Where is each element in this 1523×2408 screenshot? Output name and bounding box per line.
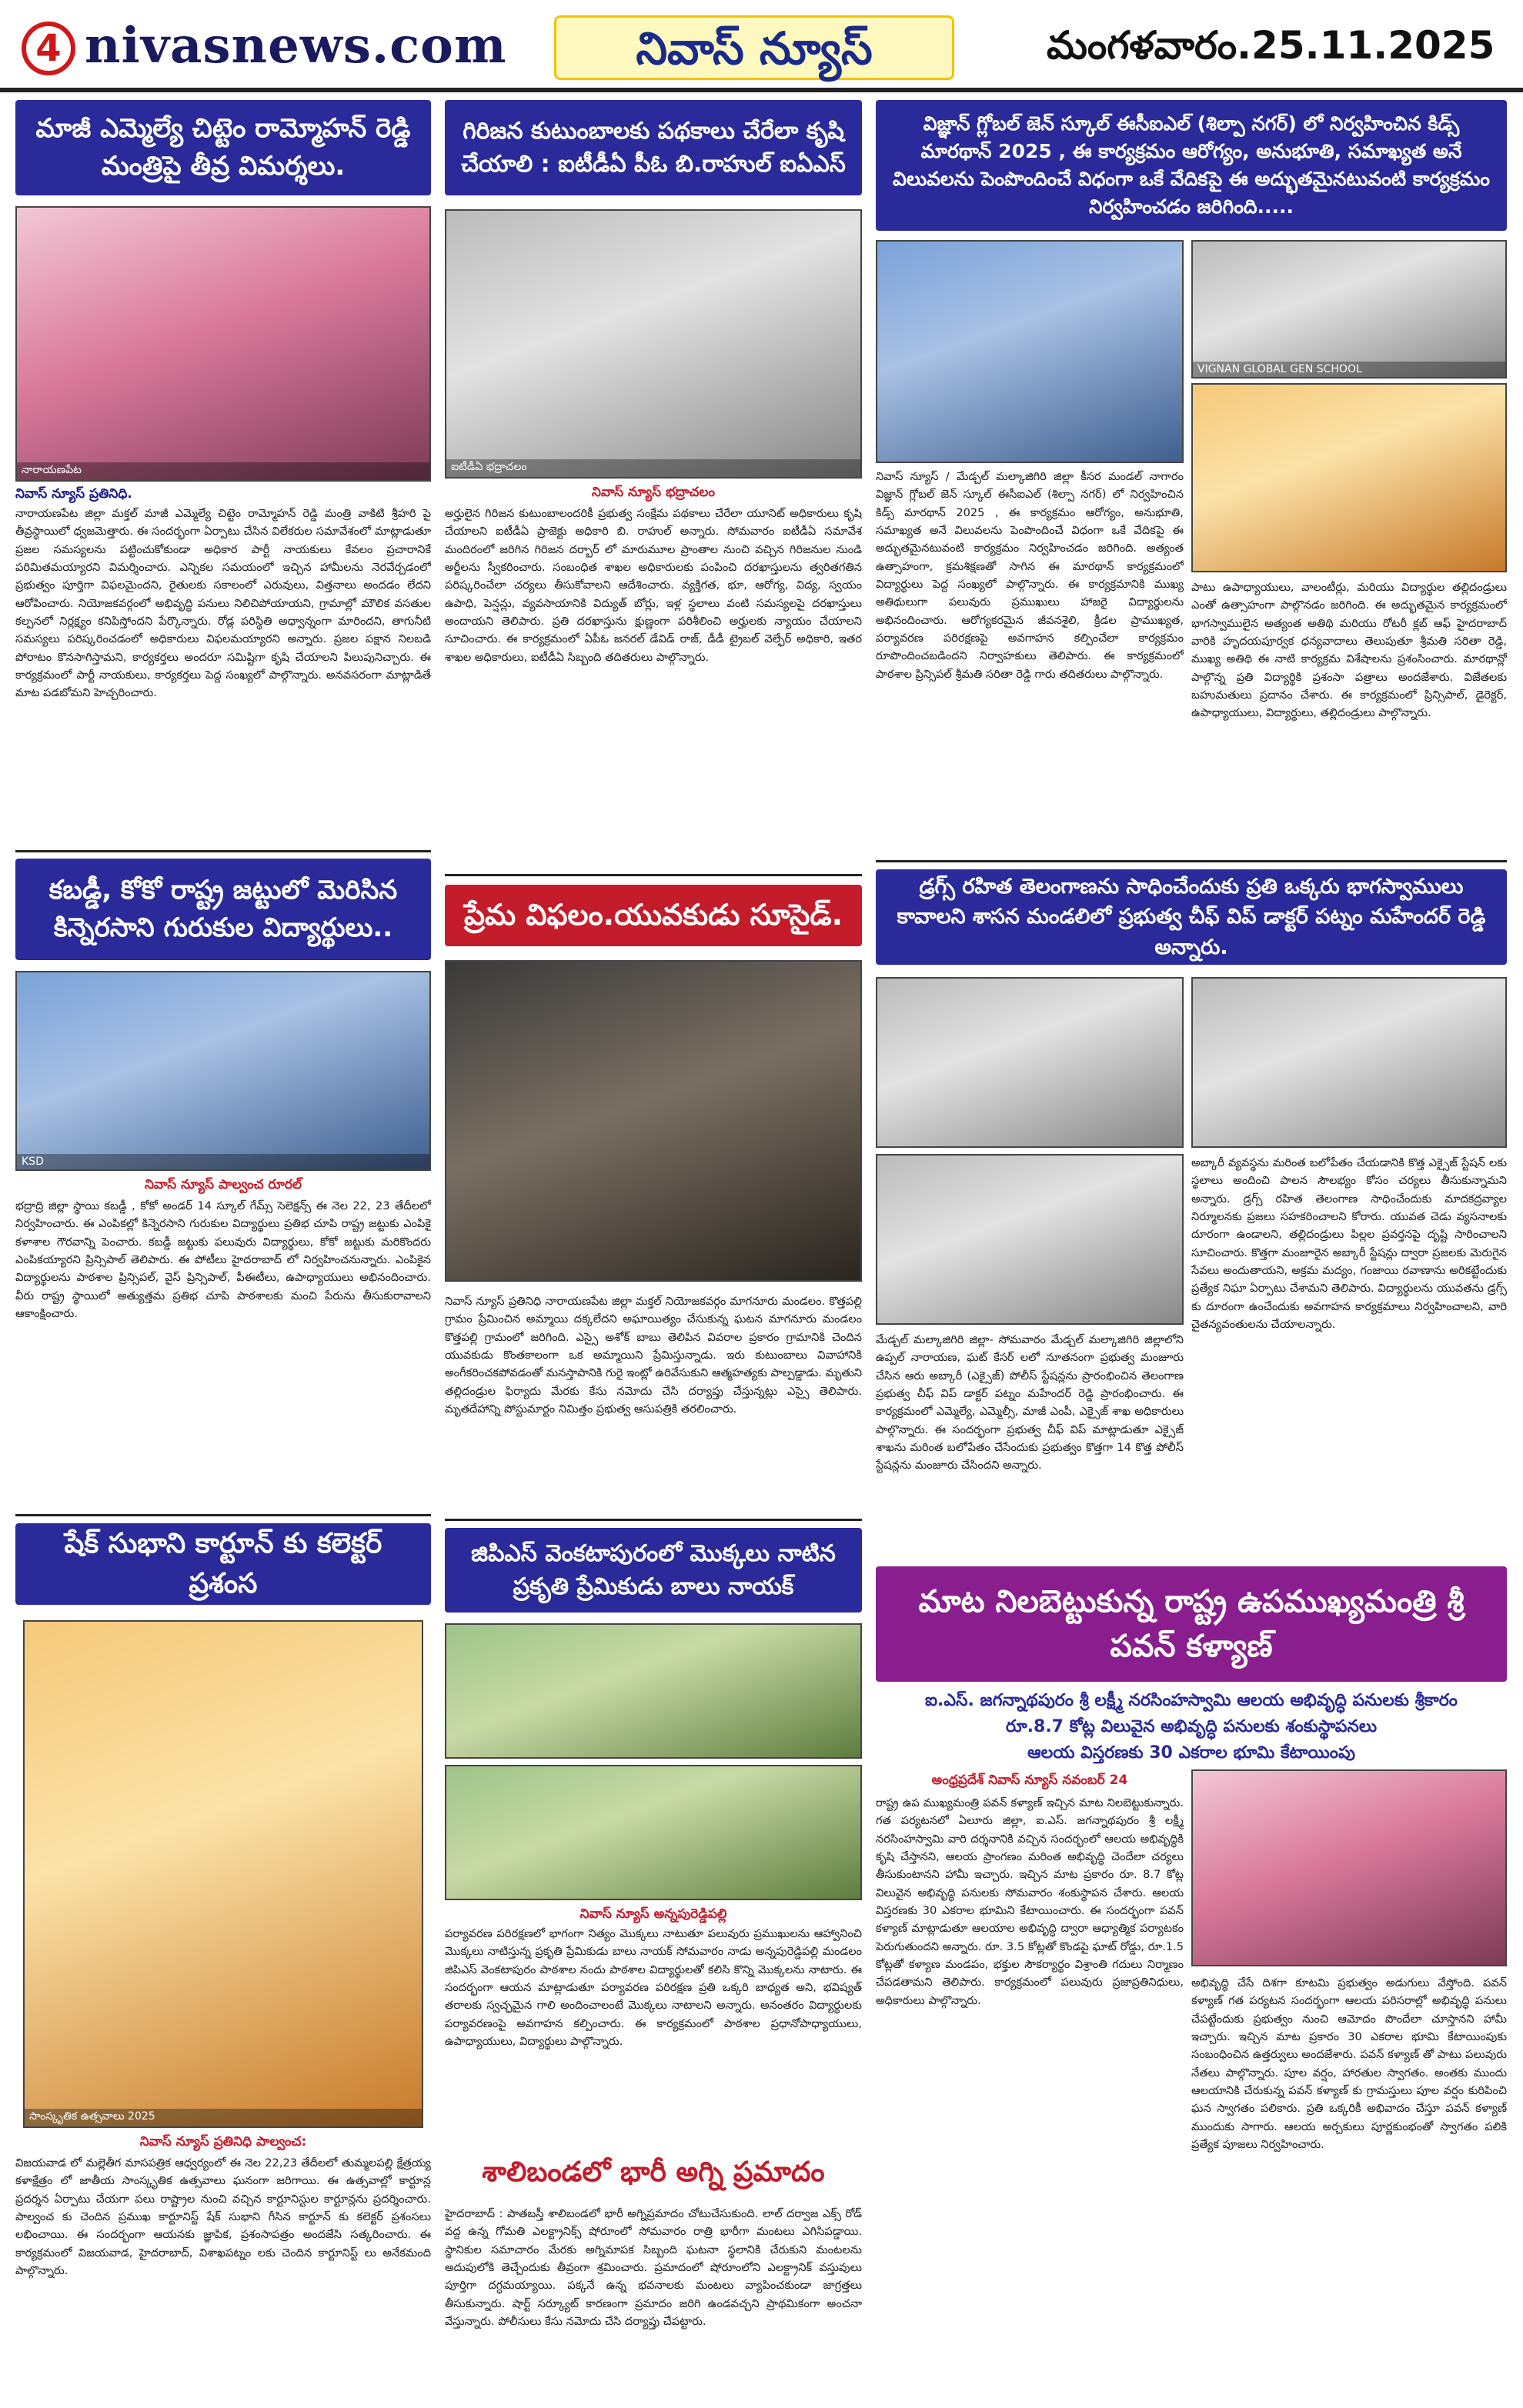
body-a4: భద్రాద్రి జిల్లా స్థాయి కబడ్డీ , కోకో అండర్ 14 స్కూల్ గేమ్స్ సెలెక్షన్స్ ఈ నెల 22, 23 తేదీలలో నిర్వహించారు. ఈ ఎంపికల్లో కిన్నెరసాని గురుకుల విద్యార్థులు ప్రతిభ చూపి రాష్ట్ర జట్టుకు ఎంపికై కళాశాల గౌరవాన్ని పెంచారు. కబడ్డీ జట్టుకు పలువురు విద్యార్థులు, కోకో జట్టుకు మరికొందరు ఎంపికయ్యారని ప్రిన్సిపాల్ తెలిపారు. ఈ పోటీలు హైదరాబాద్ లో నిర్వహించనున్నారు. ఎంపికైన విద్యార్థులను పాఠశాల ప్రిన్సిపల్, వైస్ ప్రిన్సిపాల్, పీఈటీలు, ఉపాధ్యాయులు అభినందించారు. వీరు రాష్ట్ర స్థాయిలో అత్యుత్తమ ప్రతిభ చూపి పాఠశాలకు మంచి పేరును తీసుకురావాలని ఆకాంక్షించారు.	[15, 1199, 431, 1321]
divider	[876, 860, 1507, 862]
photo-a10	[1191, 1769, 1507, 1966]
photo-a6-2	[1191, 977, 1507, 1148]
photo-a3-2	[1191, 240, 1507, 379]
credit-a2: నివాస్ న్యూస్ భద్రాచలం	[591, 485, 716, 500]
divider	[15, 850, 431, 852]
photo-a6-1	[876, 977, 1184, 1148]
sub3-a10: ఆలయ విస్తరణకు 30 ఎకరాల భూమి కేటాయింపు	[1027, 1743, 1355, 1763]
body-a9: హైదరాబాద్ : పాతబస్తీ శాలిబండలో భారీ అగ్నిప్రమాదం చోటుచేసుకుంది. లాల్ దర్వాజ ఎక్స్ రోడ్ వద్ద ఉన్న గోమతి ఎలక్ట్రానిక్స్ షోరూంలో సోమవారం రాత్రి భారీగా మంటలు ఎగిసిపడ్డాయి. స్థానికుల సమాచారం మేరకు అగ్నిమాపక సిబ్బంది ఘటనా స్థలానికి చేరుకుని మంటలను అదుపులోకి తెచ్చేందుకు తీవ్రంగా శ్రమించారు. ప్రమాదంలో షోరూంలోని ఎలక్ట్రానిక్ వస్తువులు పూర్తిగా దగ్ధమయ్యాయి. పక్కనే ఉన్న భవనాలకు మంటలు వ్యాపించకుండా జాగ్రత్తలు తీసుకున్నారు. షార్ట్ సర్క్యూట్ కారణంగా ప్రమాదం జరిగి ఉండవచ్చని ప్రాథమికంగా అంచనా వేస్తున్నారు. పోలీసులు కేసు నమోదు చేసి దర్యాప్తు చేపట్టారు.	[445, 2207, 862, 2329]
headline-a7: షేక్ సుభాని కార్టూన్ కు కలెక్టర్ ప్రశంస	[15, 1523, 431, 1605]
headline-a4: కబడ్డీ, కోకో రాష్ట్ర జట్టులో మెరిసిన కిన్నెరసాని గురుకుల విద్యార్థులు..	[15, 859, 431, 960]
headline-a9: శాలిబండలో భారీ అగ్ని ప్రమాదం	[482, 2156, 825, 2188]
photo-a8-1	[445, 1623, 862, 1759]
credit-a1: నివాస్ న్యూస్ ప్రతినిధి.	[15, 486, 132, 502]
divider	[445, 874, 862, 876]
photo-a5	[445, 960, 862, 1282]
photo-a7	[23, 1620, 423, 2128]
photo-a6-3	[876, 1154, 1184, 1325]
photo-a4-caption: KSD	[17, 1154, 429, 1169]
sub2-a10: రూ.8.7 కోట్ల విలువైన అభివృద్ధి పనులకు శంకుస్థాపనలు	[1005, 1717, 1378, 1736]
body-a1: నారాయణపేట జిల్లా మక్తల్ మాజీ ఎమ్మెల్యే చిట్టెం రామ్మోహన్ రెడ్డి మంత్రి వాకిటి శ్రీహరి పై తీవ్రస్థాయిలో ధ్వజమెత్తారు. ఈ సందర్భంగా ఏర్పాటు చేసిన విలేకరుల సమావేశంలో మాట్లాడుతూ ప్రజల సమస్యలను పట్టించుకోకుండా అధికార పార్టీ నాయకులు కేవలం ప్రచారానికే పరిమితమయ్యారని విమర్శించారు. ఎన్నికల సమయంలో ఇచ్చిన హామీలను నెరవేర్చడంలో ప్రభుత్వం పూర్తిగా విఫలమైందని, రైతులకు సకాలంలో ఎరువులు, విత్తనాలు అందడం లేదని ఆరోపించారు. నియోజకవర్గంలో అభివృద్ధి పనులు నిలిచిపోయాయని, గ్రామాల్లో మౌలిక వసతుల కల్పనలో నిర్లక్ష్యం కనిపిస్తోందని పేర్కొన్నారు. రోడ్ల పరిస్థితి అధ్వాన్నంగా మారిందని, తాగునీటి సమస్యలు పరిష్కరించడంలో అధికారులు విఫలమయ్యారని అన్నారు. ప్రజల పక్షాన నిలబడి పోరాటం కొనసాగిస్తామని, కార్యకర్తలు అందరూ సమిష్టిగా కృషి చేయాలని పిలుపునిచ్చారు. ఈ కార్యక్రమంలో పార్టీ నాయకులు, కార్యకర్తలు పెద్ద సంఖ్యలో పాల్గొన్నారు. అనవసరంగా మాట్లాడితే మాట పడబోమని హెచ్చరించారు.	[15, 507, 431, 700]
issue-date: మంగళవారం.25.11.2025	[1047, 23, 1495, 68]
credit-a7: నివాస్ న్యూస్ ప్రతినిధి పాల్వంచ:	[139, 2134, 307, 2150]
site-url[interactable]: nivasnews.com	[85, 17, 507, 75]
headline-a6: డ్రగ్స్ రహిత తెలంగాణను సాధించేందుకు ప్రతి ఒక్కరు భాగస్వాములు కావాలని శాసన మండలిలో ప్రభుత్వ చీఫ్ విప్ డాక్టర్ పట్నం మహేందర్ రెడ్డి అన్నారు.	[876, 869, 1507, 965]
credit-a4: నివాస్ న్యూస్ పాల్వంచ రూరల్	[144, 1177, 302, 1192]
body-a3-right: పాటు ఉపాధ్యాయులు, వాలంటీర్లు, మరియు విద్యార్థుల తల్లిదండ్రులు ఎంతో ఉత్సాహంగా పాల్గొనడం జరిగింది. ఈ అద్భుతమైన కార్యక్రమంలో భాగస్వాములైన అత్యంత అతిథి మరియు రోటరీ క్లబ్ ఆఫ్ హైదరాబాద్ వారికి హృదయపూర్వక ధన్యవాదాలు తెలుపుతూ శ్రీమతి సరితా రెడ్డి, ముఖ్య అతిథి ఈ నాటి కార్యక్రమ విశేషాలను ప్రశంసించారు. మారథాన్లో పాల్గొన్న ప్రతి విద్యార్థికి ప్రశంసా పత్రాలు అందజేశారు. విజేతలకు బహుమతులు ప్రదానం చేశారు. ఈ కార్యక్రమంలో ప్రిన్సిపాల్, డైరెక్టర్, ఉపాధ్యాయులు, విద్యార్థులు, తల్లిదండ్రులు పాల్గొన్నారు.	[1191, 581, 1507, 720]
dateline-a10: అంధ్రప్రదేశ్ నివాస్ న్యూస్ నవంబర్ 24	[931, 1773, 1128, 1788]
photo-a1	[15, 206, 431, 482]
headline-a10: మాట నిలబెట్టుకున్న రాష్ట్ర ఉపముఖ్యమంత్రి శ్రీ పవన్ కళ్యాణ్	[876, 1566, 1507, 1682]
body-a3-left: నివాస్ న్యూస్ / మేడ్చల్ మల్కాజిగిరి జిల్లా కీసర మండల్ నాగారం విజ్ఞాన్ గ్లోబల్ జెన్ స్కూల్ ఈసీఐఎల్ (శిల్పా నగర్) లో నిర్వహించిన కిడ్స్ మారథాన్ 2025 , ఈ కార్యక్రమం ఆరోగ్యం, అనుభూతి, సమాఖ్యత అనే విలువలను పెంపొందించే విధంగా ఒకే వేదికపై ఈ అద్భుతమైనటువంటి కార్యక్రమం నిర్వహించడం జరిగింది. అత్యంత ఉత్సాహంగా, క్రమశిక్షణతో సాగిన ఈ మారథాన్ కార్యక్రమంలో విద్యార్థులు పెద్ద సంఖ్యలో పాల్గొన్నారు. ఈ కార్యక్రమానికి ముఖ్య అతిథులుగా పలువురు ప్రముఖులు హాజరై విద్యార్థులను అభినందించారు. ఆరోగ్యకరమైన జీవనశైలి, క్రీడల ప్రాముఖ్యత, పర్యావరణ పరిరక్షణపై అవగాహన కల్పించేలా కార్యక్రమం రూపొందించబడిందని నిర్వాహకులు తెలిపారు. ఈ కార్యక్రమంలో పాఠశాల ప్రిన్సిపల్ శ్రీమతి సరితా రెడ్డి గారు తదితరులు పాల్గొన్నారు.	[876, 470, 1184, 681]
headline-a3: విజ్ఞాన్ గ్లోబల్ జెన్ స్కూల్ ఈసీఐఎల్ (శిల్పా నగర్) లో నిర్వహించిన కిడ్స్ మారథాన్ 2025 , ఈ కార్యక్రమం ఆరోగ్యం, అనుభూతి, సమాఖ్యత అనే విలువలను పెంపొందించే విధంగా ఒకే వేదికపై ఈ అద్భుతమైనటువంటి కార్యక్రమం నిర్వహించడం జరిగింది.....	[876, 100, 1507, 231]
body-a5: నివాస్ న్యూస్ ప్రతినిధి నారాయణపేట జిల్లా మక్తల్ నియోజకవర్గం మాగనూరు మండలం. కొత్తపల్లి గ్రామం ప్రేమించిన అమ్మాయి దక్కలేదని అఘాయిత్యం చేసుకున్న ఘటన మాగనూరు మండలం కొత్తపల్లి గ్రామంలో జరిగింది. ఎస్సై అశోక్ బాబు తెలిపిన వివరాల ప్రకారం గ్రామానికి చెందిన యువకుడు కొంతకాలంగా ఒక అమ్మాయిని ప్రేమిస్తున్నాడు. ఇరు కుటుంబాలు వివాహానికి అంగీకరించకపోవడంతో మనస్తాపానికి గురై ఇంట్లో ఉరివేసుకుని ఆత్మహత్యకు పాల్పడ్డాడు. మృతుని తల్లిదండ్రుల ఫిర్యాదు మేరకు కేసు నమోదు చేసి దర్యాప్తు చేస్తున్నట్లు ఎస్సై తెలిపారు. మృతదేహాన్ని పోస్టుమార్టం నిమిత్తం ప్రభుత్వ ఆసుపత్రికి తరలించారు.	[445, 1295, 862, 1416]
divider	[15, 1514, 431, 1516]
body-a10-left: రాష్ట్ర ఉప ముఖ్యమంత్రి పవన్ కళ్యాణ్ ఇచ్చిన మాట నిలబెట్టుకున్నారు. గత పర్యటనలో ఏలూరు జిల్లా, ఐ.ఎస్. జగన్నాథపురం శ్రీ లక్ష్మీ నరసింహస్వామి వారి దర్శనానికి వచ్చిన సందర్భంలో ఆలయ అభివృద్ధికి కృషి చేస్తానని, ఆలయ ప్రాంగణం మరింత అభివృద్ధి చెందేలా చర్యలు తీసుకుంటానని హామీ ఇచ్చారు. ఇచ్చిన మాట ప్రకారం రూ. 8.7 కోట్ల విలువైన అభివృద్ధి పనులకు సోమవారం శంకుస్థాపన చేశారు. ఆలయ విస్తరణకు 30 ఎకరాల భూమిని కేటాయించారు. ఈ సందర్భంగా పవన్ కళ్యాణ్ మాట్లాడుతూ ఆలయాల అభివృద్ధి ద్వారా ఆధ్యాత్మిక పర్యాటకం పెరుగుతుందని అన్నారు. రూ. 3.5 కోట్లతో కొండపై ఘాట్ రోడ్డు, రూ.1.5 కోట్లతో కళ్యాణ మండపం, భక్తుల సౌకర్యార్థం విశ్రాంతి గదులు నిర్మాణం చేపడతామని తెలిపారు. కార్యక్రమంలో పలువురు ప్రజాప్రతినిధులు, అధికారులు పాల్గొన్నారు.	[876, 1796, 1184, 2007]
body-a7: విజయవాడ లో మల్లెతీగ మాసపత్రిక ఆధ్వర్యంలో ఈ నెల 22,23 తేదీలలో తుమ్మలపల్లి క్షేత్రయ్య కళాక్షేత్రం లో జాతీయ సాంస్కృతిక ఉత్సవాలు ఘనంగా జరిగాయి. ఈ ఉత్సవాల్లో కార్టూన్ల ప్రదర్శన ఏర్పాటు చేయగా పలు రాష్ట్రాల నుంచి వచ్చిన కార్టూనిస్టుల కార్టూన్లను ప్రదర్శించారు. పాల్వంచ కు చెందిన ప్రముఖ కార్టూనిస్ట్ షేక్ సుభాని గీసిన కార్టూన్ కు కలెక్టర్ ప్రశంసలు లభించాయి. ఈ సందర్భంగా ఆయనకు జ్ఞాపిక, ప్రశంసాపత్రం అందజేసి సత్కరించారు. ఈ కార్యక్రమంలో విజయవాడ, హైదరాబాద్, విశాఖపట్నం లకు చెందిన కార్టూనిస్ట్ లు అనేకమంది పాల్గొన్నారు.	[15, 2156, 431, 2278]
headline-a5: ప్రేమ విఫలం.యువకుడు సూసైడ్.	[445, 885, 862, 946]
photo-a4	[15, 971, 431, 1171]
photo-a3-3	[1191, 383, 1507, 572]
page-number: 4	[22, 22, 75, 75]
photo-a7-caption: సాంస్కృతిక ఉత్సవాలు 2025	[25, 2109, 422, 2126]
body-a10-right: అభివృద్ధి చేసే దిశగా కూటమి ప్రభుత్వం అడుగులు వేస్తోంది. పవన్ కళ్యాణ్ గత పర్యటన సందర్భంగా ఆలయ పరిసరాల్లో అభివృద్ధి పనులు చేపట్టేందుకు ప్రభుత్వం నుంచి ఆమోదం పొందేలా చూస్తానని హామీ ఇచ్చారు. ఇచ్చిన మాట ప్రకారం 30 ఎకరాల భూమి కేటాయింపుకు సంబంధించిన ఉత్తర్వులు అందజేశారు. పవన్ కళ్యాణ్ తో పాటు పలువురు నేతలు పాల్గొన్నారు. పూల వర్షం, హారతుల స్వాగతం. అంతకు ముందు ఆలయానికి చేరుకున్న పవన్ కళ్యాణ్ కు గ్రామస్తులు పూల వర్షం కురిపించి ఘన స్వాగతం పలికారు. ప్రతి ఒక్కరికీ అభివాదం చేస్తూ పవన్ కళ్యాణ్ ముందుకు సాగారు. ఆలయ అర్చకులు పూర్ణకుంభంతో స్వాగతం పలికి ప్రత్యేక పూజలు నిర్వహించారు.	[1191, 1976, 1507, 2152]
photo-a8-2	[445, 1765, 862, 1900]
sub1-a10: ఐ.ఎస్. జగన్నాథపురం శ్రీ లక్ష్మీ నరసింహస్వామి ఆలయ అభివృద్ధి పనులకు శ్రీకారం	[925, 1691, 1458, 1710]
body-a6-right: అబ్కారీ వ్యవస్థను మరింత బలోపేతం చేయడానికి కొత్త ఎక్సైజ్ స్టేషన్ లకు స్థలాలు అందించి పాలన సౌలభ్యం కోసం చర్యలు తీసుకున్నామని అన్నారు. డ్రగ్స్ రహిత తెలంగాణ సాధించేందుకు మాదకద్రవ్యాల నిర్మూలనకు ప్రజలు సహకరించాలని కోరారు. యువత చెడు వ్యసనాలకు దూరంగా ఉండాలని, తల్లిదండ్రులు పిల్లల ప్రవర్తనపై దృష్టి సారించాలని సూచించారు. కొత్తగా మంజూరైన అబ్కారీ స్టేషన్లు ద్వారా ప్రజలకు మెరుగైన సేవలు అందుతాయని, అక్రమ మద్యం, గంజాయి రవాణాను అరికట్టేందుకు ప్రత్యేక నిఘా ఏర్పాటు చేశామని తెలిపారు. విద్యార్థులను యువతను డ్రగ్స్ కు దూరంగా ఉంచేందుకు అవగాహన కార్యక్రమాలు నిర్వహించాలని, వారి చైతన్యవంతులను చేయాలన్నారు.	[1191, 1156, 1507, 1332]
body-a2: అర్హులైన గిరిజన కుటుంబాలందరికీ ప్రభుత్వ సంక్షేమ పథకాలు చేరేలా యూనిట్ అధికారులు కృషి చేయాలని ఐటీడీఏ ప్రాజెక్టు అధికారి బి. రాహుల్ అన్నారు. సోమవారం ఐటీడీఏ సమావేశ మందిరంలో జరిగిన గిరిజన దర్బార్ లో మారుమూల ప్రాంతాల నుంచి వచ్చిన గిరిజనుల నుండి అర్జీలను స్వీకరించారు. సంబంధిత శాఖల అధికారులకు పంపించి దరఖాస్తులను త్వరితగతిన పరిష్కరించేలా చర్యలు తీసుకోవాలని ఆదేశించారు. వ్యక్తిగత, భూ, ఆరోగ్య, విద్య, స్వయం ఉపాధి, పెన్షన్లు, వ్యవసాయానికి విద్యుత్ బోర్లు, ఇళ్ల స్థలాలు వంటి సమస్యలపై దరఖాస్తులు అందాయని తెలిపారు. ప్రతి దరఖాస్తును క్షుణ్ణంగా పరిశీలించి అర్హులకు న్యాయం చేయాలని సూచించారు. ఈ కార్యక్రమంలో ఏపీఓ జనరల్ డేవిడ్ రాజ్, డీడీ ట్రైబల్ వెల్ఫేర్ అధికారి, ఇతర శాఖల అధికారులు, ఐటీడీఏ సిబ్బంది తదితరులు పాల్గొన్నారు.	[445, 507, 862, 664]
headline-a1: మాజీ ఎమ్మెల్యే చిట్టెం రామ్మోహన్ రెడ్డి మంత్రిపై తీవ్ర విమర్శలు.	[15, 100, 431, 195]
headline-a8: జిపిఎస్ వెంకటాపురంలో మొక్కలు నాటిన ప్రకృతి ప్రేమికుడు బాలు నాయక్	[445, 1528, 862, 1613]
headline-a2: గిరిజన కుటుంబాలకు పథకాలు చేరేలా కృషి చేయాలి : ఐటీడీఏ పీఓ బి.రాహుల్ ఐఏఎస్	[445, 100, 862, 195]
photo-a3-1	[876, 240, 1184, 463]
photo-a2-caption: ఐటీడీఏ భద్రాచలం	[446, 459, 860, 477]
brand-logo: నివాస్ న్యూస్	[554, 15, 954, 80]
photo-a3-caption: VIGNAN GLOBAL GEN SCHOOL	[1193, 362, 1505, 377]
body-a8: పర్యావరణ పరిరక్షణలో భాగంగా నిత్యం మొక్కలు నాటుతూ పలువురు ప్రముఖులను ఆహ్వానించి మొక్కలు నాటిస్తున్న ప్రకృతి ప్రేమికుడు బాలు నాయక్ సోమవారం నాడు అన్నపురెడ్డిపల్లి మండలం జిపిఎస్ వెంకటాపురం పాఠశాల నందు పాఠశాల విద్యార్థులతో కలిసి కొన్ని మొక్కలను నాటారు. ఈ సందర్భంగా ఆయన మాట్లాడుతూ పర్యావరణ పరిరక్షణ ప్రతి ఒక్కరి బాధ్యత అని, భవిష్యత్ తరాలకు స్వచ్ఛమైన గాలి అందించాలంటే మొక్కలు నాటాలని అన్నారు. అనంతరం విద్యార్థులకు పర్యావరణంపై అవగాహన కల్పించారు. ఈ కార్యక్రమంలో పాఠశాల ప్రధానోపాధ్యాయులు, ఉపాధ్యాయులు, విద్యార్థులు పాల్గొన్నారు.	[445, 1927, 862, 2049]
divider	[445, 1519, 862, 1521]
credit-a8: నివాస్ న్యూస్ అన్నపురెడ్డిపల్లి	[579, 1906, 727, 1922]
body-a6-left: మేడ్చల్ మల్కాజిగిరి జిల్లా- సోమవారం మేడ్చల్ మల్కాజిగిరి జిల్లాలోని ఉప్పల్ నారాయణ, ఘట్ కేసర్ లలో నూతనంగా ప్రభుత్వ మంజూరు చేసిన ఆరు అబ్కారీ (ఎక్సైజ్) పోలీస్ స్టేషన్లను ప్రారంభించిన తెలంగాణ ప్రభుత్వ చీఫ్ విప్ డాక్టర్ పట్నం మహేందర్ రెడ్డి ప్రారంభించారు. ఈ కార్యక్రమంలో ఎమ్మెల్యే, ఎమ్మెల్సీ, మాజీ ఎంపీ, ఎక్సైజ్ శాఖ అధికారులు పాల్గొన్నారు. ఈ సందర్భంగా ప్రభుత్వ చీఫ్ విప్ మాట్లాడుతూ ఎక్సైజ్ శాఖను మరింత బలోపేతం చేసేందుకు ప్రభుత్వం కొత్తగా 14 కొత్త పోలీస్ స్టేషన్లను మంజూరు చేసిందని అన్నారు.	[876, 1333, 1184, 1472]
photo-a1-caption: నారాయణపేట	[17, 462, 429, 480]
photo-a2	[445, 209, 862, 479]
